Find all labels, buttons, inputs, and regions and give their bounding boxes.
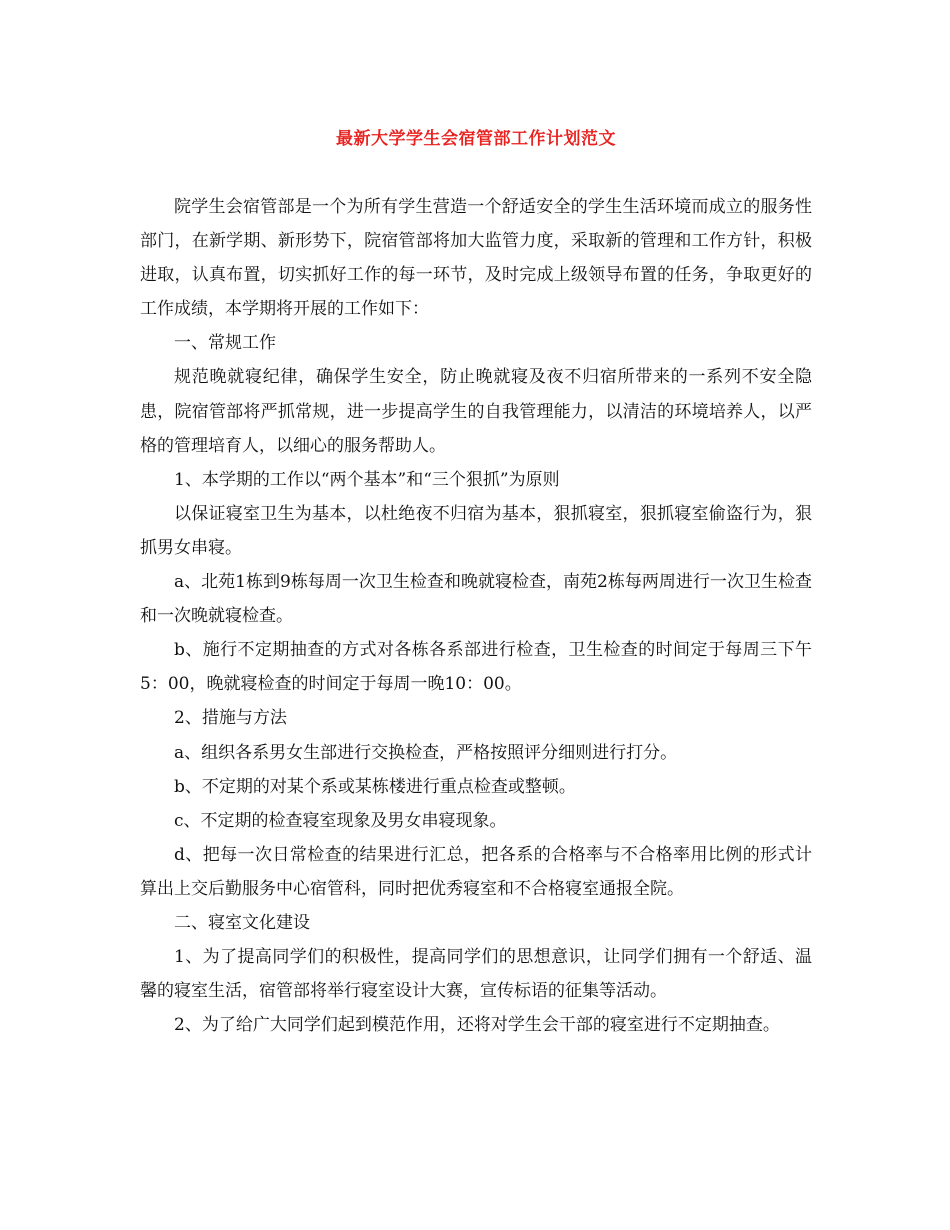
list-item-a-north-campus: a、北苑1栋到9栋每周一次卫生检查和晚就寝检查，南苑2栋每两周进行一次卫生检查和一次晚就寝检查。 — [140, 572, 812, 627]
section-heading-routine-work: 一、常规工作 — [174, 333, 276, 354]
paragraph-intro: 院学生会宿管部是一个为所有学生营造一个舒适安全的学生生活环境而成立的服务性部门，在新学期、新形势下，院宿管部将加大监管力度，采取新的管理和工作方针，积极进取，认真布置，切实抓好工作的每一环节，及时完成上级领导布置的任务，争取更好的工作成绩，本学期将开展的工作如下： — [140, 197, 812, 320]
paragraph-principles: 以保证寝室卫生为基本，以杜绝夜不归宿为基本，狠抓寝室，狠抓寝室偷盗行为，狠抓男女串寝。 — [140, 503, 812, 558]
subheading-principles: 1、本学期的工作以“两个基本”和“三个狠抓”为原则 — [174, 469, 560, 490]
paragraph-routine-work: 规范晚就寝纪律，确保学生安全，防止晚就寝及夜不归宿所带来的一系列不安全隐患，院宿管部将严抓常规，进一步提高学生的自我管理能力，以清洁的环境培养人，以严格的管理培育人，以细心的服务帮助人。 — [140, 367, 812, 456]
list-item-a-exchange-check: a、组织各系男女生部进行交换检查，严格按照评分细则进行打分。 — [174, 742, 678, 763]
document-body — [140, 190, 812, 1042]
section-heading-dorm-culture: 二、寝室文化建设 — [174, 912, 310, 933]
document-title: 最新大学学生会宿管部工作计划范文 — [336, 129, 616, 149]
paragraph-dorm-culture-2: 2、为了给广大同学们起到模范作用，还将对学生会干部的寝室进行不定期抽查。 — [174, 1015, 780, 1036]
subheading-measures: 2、措施与方法 — [174, 708, 287, 729]
list-item-c-dorm-check: c、不定期的检查寝室现象及男女串寝现象。 — [174, 810, 507, 831]
paragraph-dorm-culture-1: 1、为了提高同学们的积极性，提高同学们的思想意识，让同学们拥有一个舒适、温馨的寝室生活，宿管部将举行寝室设计大赛，宣传标语的征集等活动。 — [140, 947, 812, 1002]
list-item-d-summary: d、把每一次日常检查的结果进行汇总，把各系的合格率与不合格率用比例的形式计算出上交后勤服务中心宿管科，同时把优秀寝室和不合格寝室通报全院。 — [140, 844, 812, 899]
list-item-b-spot-checks: b、施行不定期抽查的方式对各栋各系部进行检查，卫生检查的时间定于每周三下午5：00，晚就寝检查的时间定于每周一晚10：00。 — [140, 640, 812, 695]
list-item-b-focused-check: b、不定期的对某个系或某栋楼进行重点检查或整顿。 — [174, 776, 576, 797]
